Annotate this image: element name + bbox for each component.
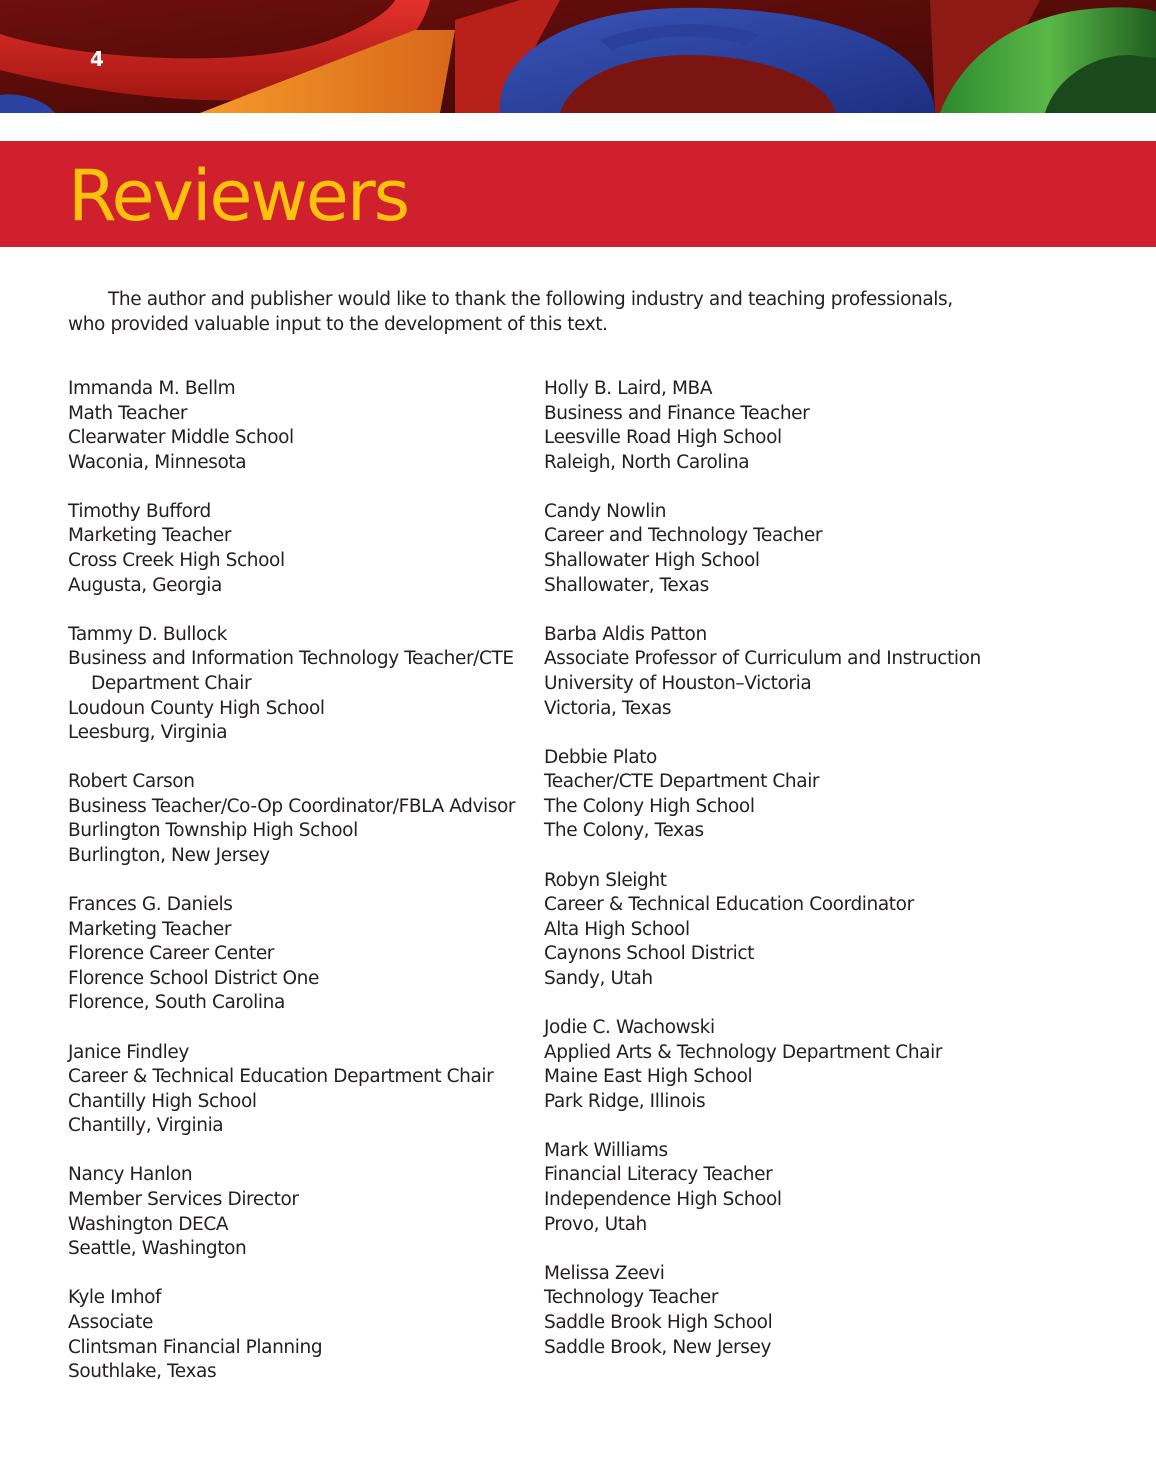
reviewer-name: Janice Findley [68, 1041, 189, 1063]
reviewer-entry [68, 500, 538, 598]
reviewer-location: Shallowater, Texas [544, 574, 709, 596]
reviewer-title: Math Teacher [68, 402, 188, 424]
reviewer-name: Jodie C. Wachowski [544, 1016, 715, 1038]
intro-paragraph: The author and publisher would like to thank the following industry and teaching professionals, who provided valuable input to the development of this text. [68, 289, 953, 335]
reviewer-entry [68, 377, 538, 475]
reviewer-organization: Clintsman Financial Planning [68, 1336, 323, 1358]
page-number: 4 [90, 47, 104, 71]
reviewer-title: Career & Technical Education Department Chair [68, 1066, 494, 1088]
reviewer-organization: Independence High School [544, 1189, 782, 1211]
reviewer-location: Victoria, Texas [544, 697, 672, 719]
reviewer-entry [68, 893, 538, 1016]
reviewer-entry [544, 377, 1024, 475]
reviewer-title: Marketing Teacher [68, 525, 232, 547]
reviewer-organization: Washington DECA [68, 1213, 229, 1235]
reviewer-name: Candy Nowlin [544, 500, 667, 522]
reviewer-name: Frances G. Daniels [68, 894, 233, 916]
reviewer-title: Associate Professor of Curriculum and Instruction [544, 648, 981, 670]
reviewer-organization: Alta High School [544, 918, 690, 940]
reviewer-location: Burlington, New Jersey [68, 845, 270, 866]
reviewer-name: Timothy Bufford [68, 500, 211, 522]
reviewer-name: Kyle Imhof [68, 1287, 162, 1309]
reviewer-entry [544, 1016, 1024, 1114]
reviewer-title: Marketing Teacher [68, 918, 232, 940]
reviewer-entry [68, 770, 538, 868]
reviewer-organization: Shallowater High School [544, 550, 760, 572]
reviewer-entry [68, 1163, 538, 1261]
reviewer-entry [544, 500, 1024, 598]
reviewer-title: Associate [68, 1311, 153, 1333]
reviewer-name: Holly B. Laird, MBA [544, 378, 713, 399]
reviewer-name: Nancy Hanlon [68, 1164, 193, 1186]
reviewer-entry [544, 1262, 1024, 1360]
reviewer-organization: Clearwater Middle School [68, 427, 294, 449]
reviewer-title: Business and Finance Teacher [544, 402, 810, 424]
reviewer-title: Technology Teacher [544, 1287, 719, 1309]
reviewer-entry [68, 623, 538, 746]
reviewer-location: The Colony, Texas [544, 820, 704, 842]
reviewer-location: Sandy, Utah [544, 967, 653, 989]
reviewer-title: Applied Arts & Technology Department Chair [544, 1041, 943, 1063]
reviewer-entry [68, 1286, 538, 1384]
reviewer-title: Career & Technical Education Coordinator [544, 894, 914, 916]
reviewer-entry [544, 1139, 1024, 1237]
reviewer-title: Member Services Director [68, 1189, 299, 1211]
reviewer-organization: Loudoun County High School [68, 697, 325, 719]
page-title: Reviewers [68, 155, 409, 237]
reviewer-organization: Caynons School District [544, 943, 755, 965]
reviewer-name: Immanda M. Bellm [68, 378, 236, 399]
reviewer-name: Robyn Sleight [544, 869, 667, 891]
reviewer-location: Seattle, Washington [68, 1238, 247, 1260]
reviewer-name: Barba Aldis Patton [544, 623, 707, 645]
reviewer-organization: Florence Career Center [68, 943, 275, 965]
reviewer-title: Business and Information Technology Teacher/CTE [68, 648, 514, 670]
reviewer-organization: Cross Creek High School [68, 550, 285, 572]
reviewer-location: Saddle Brook, New Jersey [544, 1336, 772, 1358]
reviewer-organization: University of Houston–Victoria [544, 672, 812, 694]
reviewer-organization: Florence School District One [68, 967, 319, 989]
reviewer-name: Robert Carson [68, 771, 195, 793]
reviewer-location: Provo, Utah [544, 1213, 647, 1235]
reviewer-title: Career and Technology Teacher [544, 525, 823, 547]
reviewer-location: Raleigh, North Carolina [544, 451, 750, 473]
reviewer-location: Park Ridge, Illinois [544, 1090, 706, 1112]
reviewer-location: Augusta, Georgia [68, 574, 222, 596]
reviewer-title: Business Teacher/Co-Op Coordinator/FBLA Advisor [68, 795, 516, 817]
reviewer-organization: The Colony High School [544, 795, 755, 817]
abstract-shapes-graphic [0, 0, 1156, 113]
reviewers-right-column [544, 377, 1024, 1385]
reviewer-entry [68, 1041, 538, 1139]
reviewer-name: Tammy D. Bullock [68, 623, 227, 645]
reviewer-organization: Burlington Township High School [68, 820, 358, 842]
reviewer-title: Teacher/CTE Department Chair [544, 771, 820, 793]
reviewer-organization: Leesville Road High School [544, 427, 782, 449]
decorative-header-banner [0, 0, 1156, 113]
reviewer-entry [544, 623, 1024, 721]
reviewer-organization: Maine East High School [544, 1066, 753, 1088]
reviewers-left-column [68, 377, 538, 1409]
reviewer-location: Waconia, Minnesota [68, 451, 247, 473]
reviewer-title-continued: Department Chair [91, 672, 252, 694]
reviewer-title: Financial Literacy Teacher [544, 1164, 773, 1186]
reviewer-location: Chantilly, Virginia [68, 1115, 224, 1137]
reviewer-name: Mark Williams [544, 1139, 668, 1161]
reviewer-location: Florence, South Carolina [68, 992, 285, 1014]
reviewer-location: Leesburg, Virginia [68, 722, 228, 744]
reviewer-entry [544, 746, 1024, 844]
reviewer-name: Debbie Plato [544, 746, 657, 768]
reviewer-entry [544, 869, 1024, 992]
reviewer-organization: Saddle Brook High School [544, 1311, 773, 1333]
reviewer-location: Southlake, Texas [68, 1361, 217, 1383]
reviewer-organization: Chantilly High School [68, 1090, 257, 1112]
reviewer-name: Melissa Zeevi [544, 1262, 665, 1284]
